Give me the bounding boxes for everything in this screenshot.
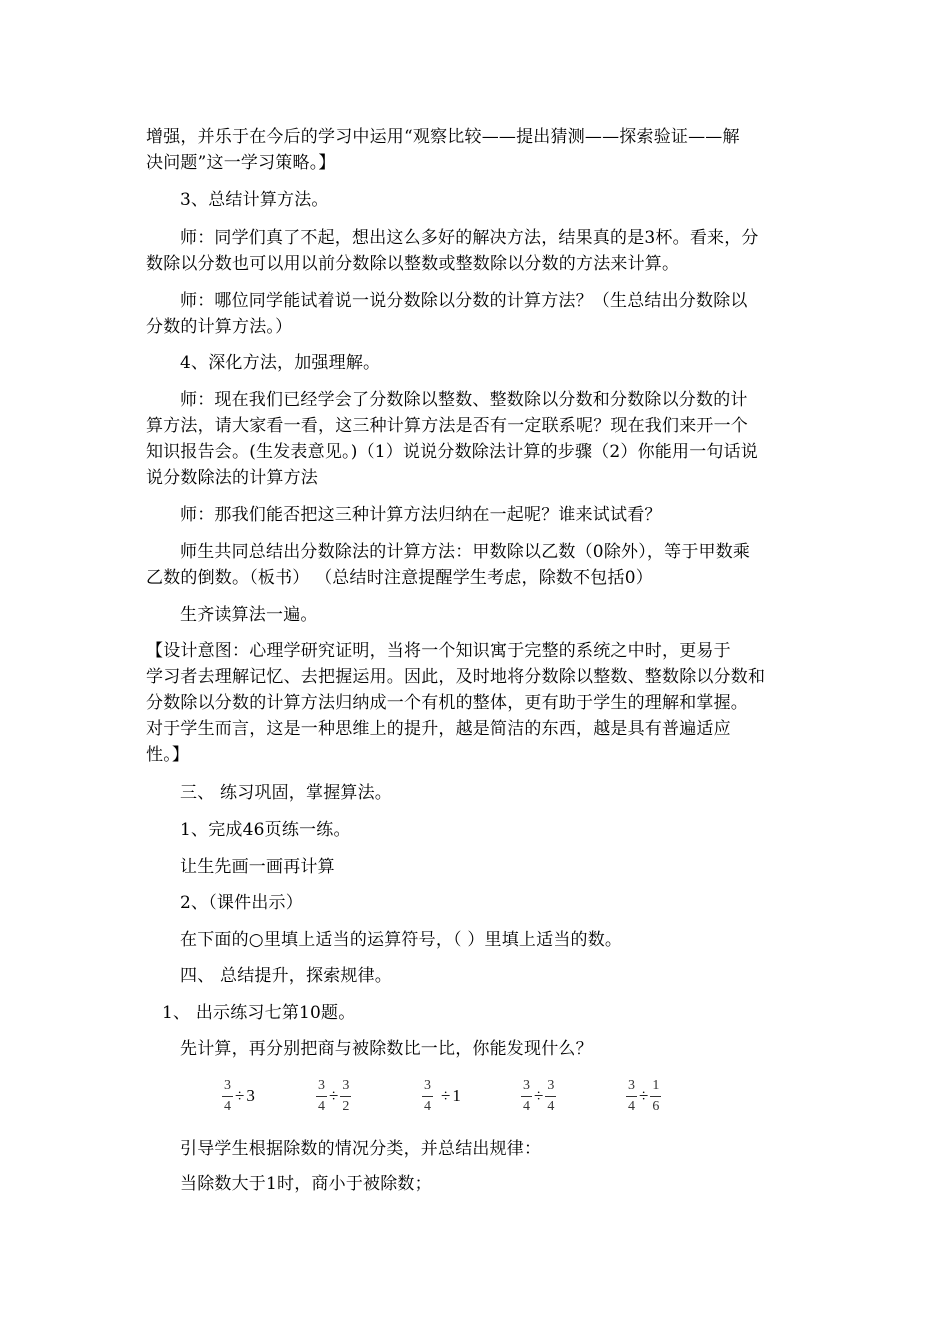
divisor: 1 xyxy=(452,1086,461,1105)
design-intent-line: 性。】 xyxy=(146,745,190,765)
fraction-bar xyxy=(545,1096,556,1097)
denominator: 6 xyxy=(652,1098,660,1114)
denominator: 4 xyxy=(224,1098,231,1114)
section-heading: 4、深化方法，加强理解。 xyxy=(180,353,381,373)
numerator: 3 xyxy=(224,1077,231,1093)
division-sign: ÷ xyxy=(639,1086,649,1105)
design-intent-line: 学习者去理解记忆、去把握运用。因此，及时地将分数除以整数、整数除以分数和 xyxy=(146,667,766,687)
section-heading: 四、 总结提升，探索规律。 xyxy=(180,966,393,986)
fraction xyxy=(650,1078,661,1115)
division-sign: ÷ xyxy=(329,1086,339,1105)
division-expression xyxy=(521,1074,556,1118)
paragraph-line: 乙数的倒数。（板书） （总结时注意提醒学生考虑，除数不包括0） xyxy=(146,568,653,588)
paragraph-line: 数除以分数也可以用以前分数除以整数或整数除以分数的方法来计算。 xyxy=(146,254,680,274)
paragraph-line: 知识报告会。(生发表意见。)（1）说说分数除法计算的步骤（2）你能用一句话说 xyxy=(146,442,758,462)
denominator: 4 xyxy=(318,1098,325,1114)
denominator: 4 xyxy=(547,1098,555,1114)
denominator: 2 xyxy=(342,1098,350,1114)
division-expression xyxy=(222,1074,255,1118)
fraction xyxy=(521,1078,532,1115)
division-expression xyxy=(422,1074,461,1118)
fraction-bar xyxy=(222,1096,233,1097)
fraction-bar xyxy=(316,1096,327,1097)
paragraph-line: 算方法，请大家看一看，这三种计算方法是否有一定联系呢？现在我们来开一个 xyxy=(146,416,748,436)
denominator: 4 xyxy=(424,1098,431,1114)
numerator: 3 xyxy=(628,1077,635,1093)
division-expression xyxy=(626,1074,661,1118)
paragraph-line: 当除数大于1时，商小于被除数； xyxy=(180,1174,432,1194)
paragraph-line: 让生先画一画再计算 xyxy=(180,857,335,877)
paragraph-line: 在下面的○里填上适当的运算符号，（ ）里填上适当的数。 xyxy=(180,930,623,950)
paragraph-line: 师：那我们能否把这三种计算方法归纳在一起呢？谁来试试看？ xyxy=(180,505,662,525)
paragraph-line: 师：同学们真了不起，想出这么多好的解决方法，结果真的是3杯。看来，分 xyxy=(180,228,759,248)
fraction xyxy=(545,1078,556,1115)
division-sign: ÷ xyxy=(441,1086,451,1105)
paragraph-line: 说分数除法的计算方法 xyxy=(146,468,318,488)
paragraph-line: 师：现在我们已经学会了分数除以整数、整数除以分数和分数除以分数的计 xyxy=(180,390,748,410)
fraction-exercise-row xyxy=(0,1074,950,1118)
fraction xyxy=(422,1078,433,1115)
paragraph-line: 增强，并乐于在今后的学习中运用“观察比较——提出猜测——探索验证——解 xyxy=(146,127,740,147)
numerator: 3 xyxy=(523,1077,530,1093)
section-heading: 3、总结计算方法。 xyxy=(180,190,329,210)
denominator: 4 xyxy=(628,1098,635,1114)
list-item: 2、（课件出示） xyxy=(180,893,303,913)
paragraph-line: 生齐读算法一遍。 xyxy=(180,605,318,625)
section-heading: 三、 练习巩固，掌握算法。 xyxy=(180,783,393,803)
denominator: 4 xyxy=(523,1098,530,1114)
fraction-bar xyxy=(521,1096,532,1097)
fraction xyxy=(316,1078,327,1115)
paragraph-line: 师：哪位同学能试着说一说分数除以分数的计算方法？（生总结出分数除以 xyxy=(180,291,748,311)
numerator: 3 xyxy=(342,1077,350,1093)
fraction-bar xyxy=(422,1096,433,1097)
fraction-bar xyxy=(340,1096,351,1097)
list-item: 1、 出示练习七第10题。 xyxy=(162,1003,356,1023)
design-intent-line: 分数除以分数的计算方法归纳成一个有机的整体，更有助于学生的理解和掌握。 xyxy=(146,693,748,713)
list-item: 1、完成46页练一练。 xyxy=(180,820,351,840)
paragraph-line: 师生共同总结出分数除法的计算方法：甲数除以乙数（0除外），等于甲数乘 xyxy=(180,542,751,562)
fraction-bar xyxy=(650,1096,661,1097)
numerator: 3 xyxy=(318,1077,325,1093)
design-intent-line: 对于学生而言，这是一种思维上的提升，越是简洁的东西，越是具有普遍适应 xyxy=(146,719,731,739)
division-sign: ÷ xyxy=(534,1086,544,1105)
design-intent-line: 【设计意图：心理学研究证明，当将一个知识寓于完整的系统之中时，更易于 xyxy=(146,641,731,661)
paragraph-line: 分数的计算方法。） xyxy=(146,317,293,337)
paragraph-line: 决问题”这一学习策略。】 xyxy=(146,153,336,173)
fraction xyxy=(340,1078,351,1115)
numerator: 3 xyxy=(424,1077,431,1093)
fraction-bar xyxy=(626,1096,637,1097)
division-expression xyxy=(316,1074,351,1118)
numerator: 3 xyxy=(547,1077,555,1093)
numerator: 1 xyxy=(652,1077,660,1093)
paragraph-line: 引导学生根据除数的情况分类，并总结出规律： xyxy=(180,1139,542,1159)
fraction xyxy=(626,1078,637,1115)
fraction xyxy=(222,1078,233,1115)
division-sign: ÷ xyxy=(235,1086,245,1105)
paragraph-line: 先计算，再分别把商与被除数比一比，你能发现什么？ xyxy=(180,1039,593,1059)
divisor: 3 xyxy=(246,1086,255,1105)
